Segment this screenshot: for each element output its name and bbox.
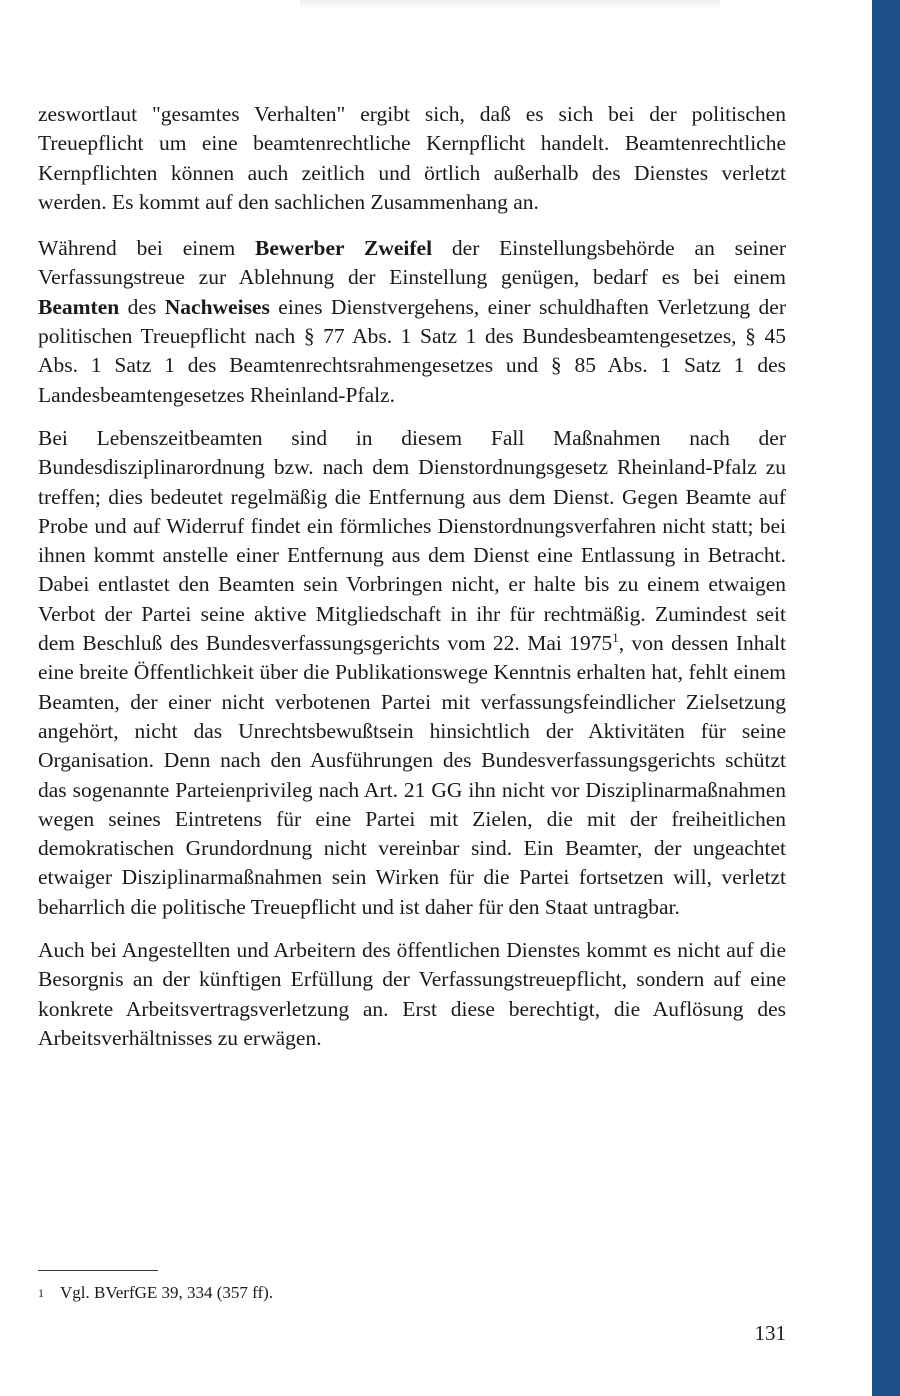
paragraph-4 [38,936,786,1053]
footnote-number: 1 [38,1286,44,1300]
page-number: 131 [754,1321,786,1345]
paragraph-1-text: zeswortlaut "gesamtes Verhalten" ergibt sich, daß es sich bei der politischen Treuepflicht um eine beamtenrechtliche Kernpflicht handelt. Beamtenrechtliche Kernpflichten können auch zeitlich und örtlich außerhalb des Dienstes verletzt werden. Es kommt auf den sachlichen Zusammenhang an. [38,102,786,214]
paragraph-3-text-2: , von dessen Inhalt eine breite Öffentlichkeit über die Publikationswege Kenntnis erhalten hat, fehlt einem Beamten, der einer nicht verbotenen Partei mit verfassungsfeindlicher Zielsetzung angehört, nicht das Unrechtsbewußtsein hinsichtlich der Aktivitäten für seine Organisation. Denn nach den Ausführungen des Bundesverfassungsgerichts schützt das sogenannte Parteienprivileg nach Art. 21 GG ihn nicht vor Disziplinarmaßnahmen wegen seines Eintretens für eine Partei mit Zielen, die mit der freiheitlichen demokratischen Grundordnung nicht vereinbar sind. Ein Beamter, der ungeachtet etwaiger Disziplinarmaßnahmen sein Wirken für die Partei fortsetzen will, verletzt beharrlich die politische Treuepflicht und ist daher für den Staat untragbar. [38,631,786,919]
paragraph-2-text-4: eines Dienstvergehens, einer schuldhaften Verletzung der politischen Treuepflicht nach § 77 Abs. 1 Satz 1 des Bundesbeamtengesetzes, § 45 Abs. 1 Satz 1 des Beamtenrechtsrahmengesetzes und § 85 Abs. 1 Satz 1 des Landesbeamtengesetzes Rheinland-Pfalz. [38,294,786,407]
paragraph-3 [38,424,786,922]
paragraph-2-text-2: der Einstellungsbehörde an seiner Verfassungstreue zur Ablehnung der Einstellung genügen, bedarf es bei einem [38,236,786,290]
bold-term-nachweises: Nachweises [164,294,270,319]
footnote [38,1282,273,1304]
paragraph-4-text: Auch bei Angestellten und Arbeitern des öffentlichen Dienstes kommt es nicht auf die Besorgnis an der künftigen Erfüllung der Verfassungstreuepflicht, sondern auf eine konkrete Arbeitsvertragsverletzung an. Erst diese berechtigt, die Auflösung des Arbeitsverhältnisses zu erwägen. [38,938,786,1050]
paragraph-2-text-3: des [119,294,165,319]
paragraph-2-text-1: Während bei einem [38,236,256,261]
paragraph-2 [38,234,786,410]
page-edge-bar [872,0,900,1396]
footnote-reference[interactable]: 1 [612,629,619,645]
body-text [38,100,786,1067]
paragraph-1 [38,100,786,217]
scan-smudge [300,0,720,10]
footnote-rule [38,1270,158,1271]
footnote-text: Vgl. BVerfGE 39, 334 (357 ff). [60,1283,274,1302]
paragraph-3-text-1: Bei Lebenszeitbeamten sind in diesem Fall Maßnahmen nach der Bundesdisziplinarordnung bzw. nach dem Dienstordnungsgesetz Rheinland-Pfalz zu treffen; dies bedeutet regelmäßig die Entfernung aus dem Dienst. Gegen Beamte auf Probe und auf Widerruf findet ein förmliches Dienstordnungsverfahren nicht statt; bei ihnen kommt anstelle einer Entfernung aus dem Dienst eine Entlassung in Betracht. Dabei entlastet den Beamten sein Vorbringen nicht, er halte bis zu einem etwaigen Verbot der Partei seine aktive Mitgliedschaft in ihr für rechtmäßig. Zumindest seit dem Beschluß des Bundesverfassungsgerichts vom 22. Mai 1975 [38,425,786,656]
bold-term-beamten: Beamten [38,294,120,319]
bold-term-bewerber-zweifel: Bewerber Zweifel [255,236,433,261]
